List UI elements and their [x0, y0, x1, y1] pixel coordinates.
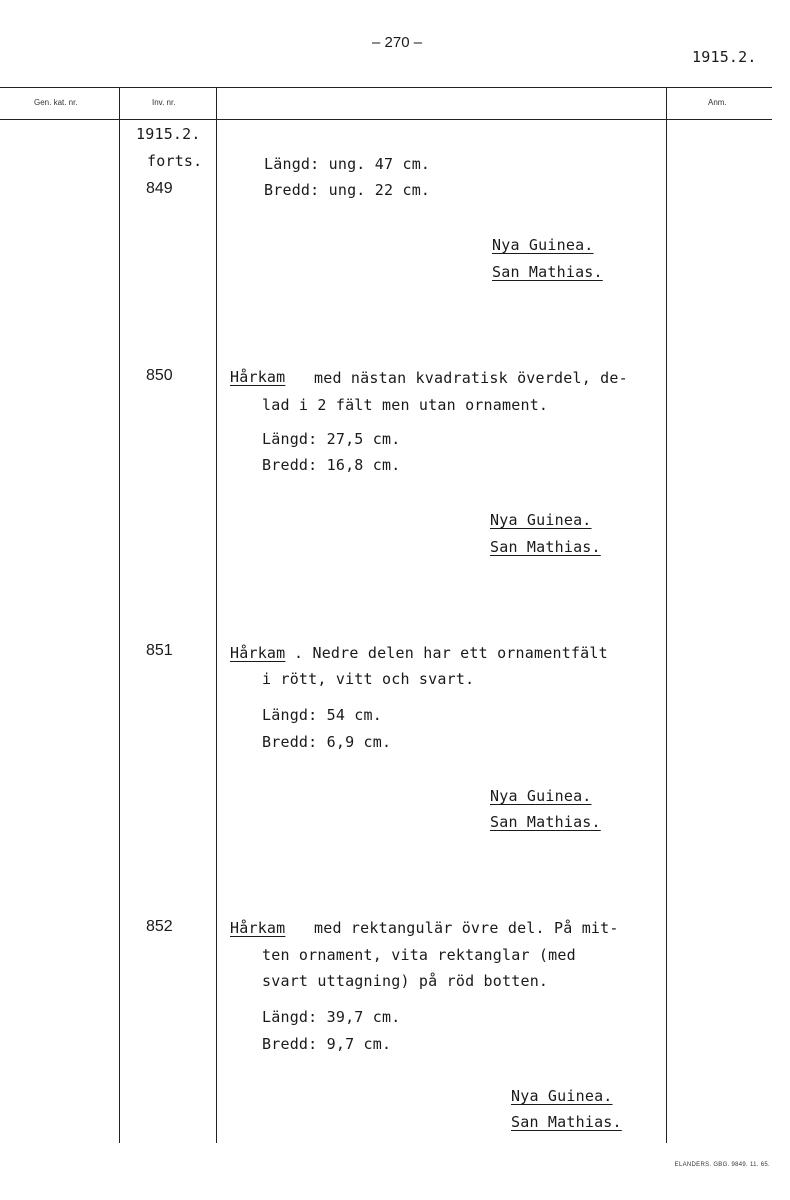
entry-description-line: svart uttagning) på röd botten. — [262, 972, 549, 990]
year-reference: 1915.2. — [692, 48, 757, 66]
entry-sublocation: San Mathias. — [492, 263, 603, 281]
entry-length: Längd: 27,5 cm. — [262, 430, 401, 448]
entry-sublocation: San Mathias. — [490, 813, 601, 831]
entry-location: Nya Guinea. — [490, 511, 592, 529]
page-number: – 270 – — [372, 34, 423, 51]
entry-sublocation: San Mathias. — [511, 1113, 622, 1131]
header-anm: Anm. — [708, 98, 727, 107]
inv-number: 849 — [146, 180, 173, 197]
entry-description-line: lad i 2 fält men utan ornament. — [262, 396, 549, 414]
entry-description-line: med nästan kvadratisk överdel, de- — [314, 369, 628, 387]
entry-sublocation: San Mathias. — [490, 538, 601, 556]
entry-length: Längd: ung. 47 cm. — [264, 155, 431, 173]
continuation-forts: forts. — [147, 152, 203, 170]
column-divider-inv-desc — [216, 87, 217, 1143]
inv-number: 851 — [146, 642, 173, 659]
entry-location: Nya Guinea. — [490, 787, 592, 805]
entry-description-line: i rött, vitt och svart. — [262, 670, 475, 688]
inv-number: 850 — [146, 367, 173, 384]
inv-number: 852 — [146, 918, 173, 935]
printer-imprint: ELANDERS. GBG. 9849. 11. 65. — [674, 1162, 770, 1168]
header-gen-kat-nr: Gen. kat. nr. — [34, 98, 78, 107]
entry-length: Längd: 54 cm. — [262, 706, 382, 724]
column-divider-desc-anm — [666, 87, 667, 1143]
header-bottom-rule — [0, 119, 772, 120]
entry-description-line: med rektangulär övre del. På mit- — [314, 919, 619, 937]
entry-width: Bredd: 16,8 cm. — [262, 456, 401, 474]
entry-title: Hårkam — [230, 644, 286, 662]
continuation-year: 1915.2. — [136, 125, 201, 143]
entry-length: Längd: 39,7 cm. — [262, 1008, 401, 1026]
entry-width: Bredd: 9,7 cm. — [262, 1035, 392, 1053]
entry-width: Bredd: 6,9 cm. — [262, 733, 392, 751]
header-inv-nr: Inv. nr. — [152, 98, 176, 107]
entry-description-line: ten ornament, vita rektanglar (med — [262, 946, 576, 964]
header-top-rule — [0, 87, 772, 88]
entry-title: Hårkam — [230, 919, 286, 937]
entry-title: Hårkam — [230, 368, 286, 386]
entry-location: Nya Guinea. — [492, 236, 594, 254]
entry-location: Nya Guinea. — [511, 1087, 613, 1105]
column-divider-gen-inv — [119, 87, 120, 1143]
entry-description-line: . Nedre delen har ett ornamentfält — [294, 644, 608, 662]
entry-width: Bredd: ung. 22 cm. — [264, 181, 431, 199]
